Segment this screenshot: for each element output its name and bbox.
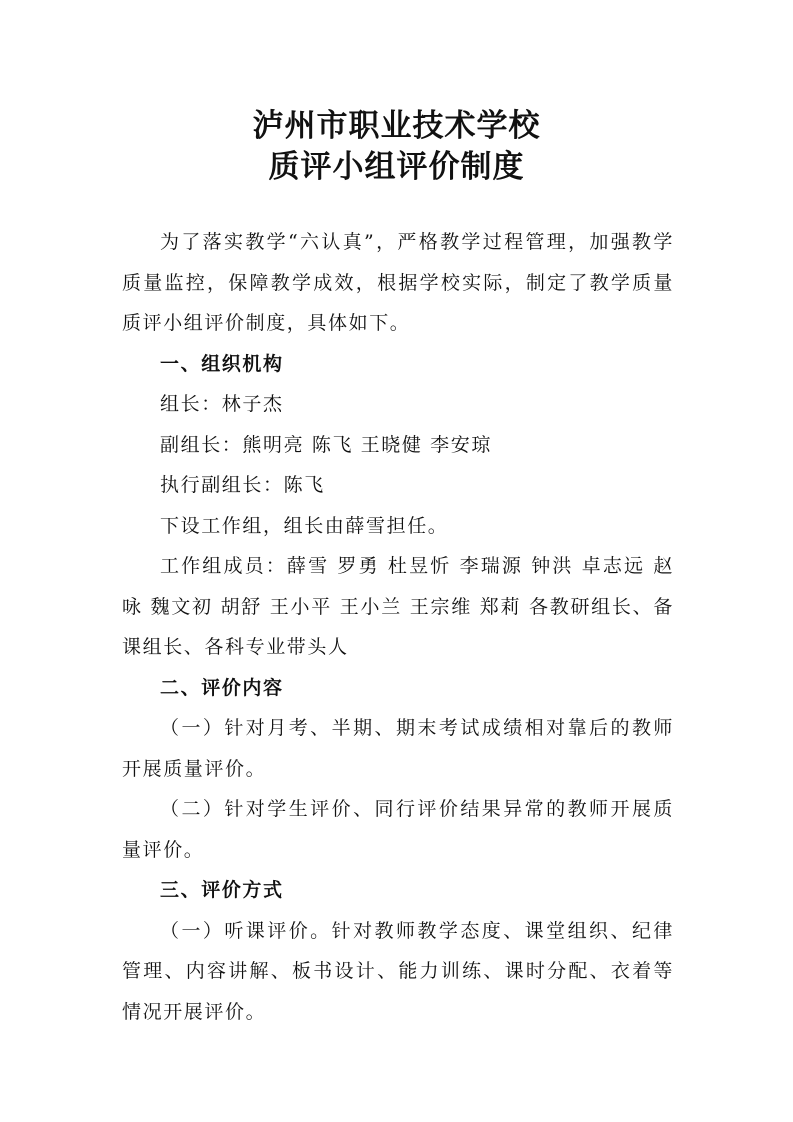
org-executive-deputy: 执行副组长：陈飞 (160, 474, 325, 496)
org-leader: 组长：林子杰 (160, 393, 284, 415)
content-item-1: （一）针对月考、半期、期末考试成绩相对靠后的教师开展质量评价。 (122, 717, 674, 780)
org-members: 工作组成员：薛雪 罗勇 杜昱忻 李瑞源 钟洪 卓志远 赵咏 魏文初 胡舒 王小平 王小兰 王宗维 郑莉 各教研组长、备课组长、各科专业带头人 (122, 555, 674, 658)
method-item-1: （一）听课评价。针对教师教学态度、课堂组织、纪律管理、内容讲解、板书设计、能力训练、课时分配、衣着等情况开展评价。 (122, 919, 674, 1023)
org-deputy: 副组长：熊明亮 陈飞 王晓健 李安琼 (160, 433, 492, 456)
document-body (122, 222, 674, 1032)
document-title-line1: 泸州市职业技术学校 (252, 108, 541, 144)
content-item-2: （二）针对学生评价、同行评价结果异常的教师开展质量评价。 (122, 798, 674, 861)
section-heading-content: 二、评价内容 (160, 676, 284, 699)
intro-paragraph: 为了落实教学“六认真”，严格教学过程管理，加强教学质量监控，保障教学成效，根据学校实际，制定了教学质量质评小组评价制度，具体如下。 (122, 231, 674, 334)
document-title-line2: 质评小组评价制度 (268, 149, 525, 185)
section-heading-organization: 一、组织机构 (160, 352, 284, 375)
section-heading-method: 三、评价方式 (160, 879, 284, 901)
org-working-group: 下设工作组，组长由薛雪担任。 (160, 514, 449, 537)
